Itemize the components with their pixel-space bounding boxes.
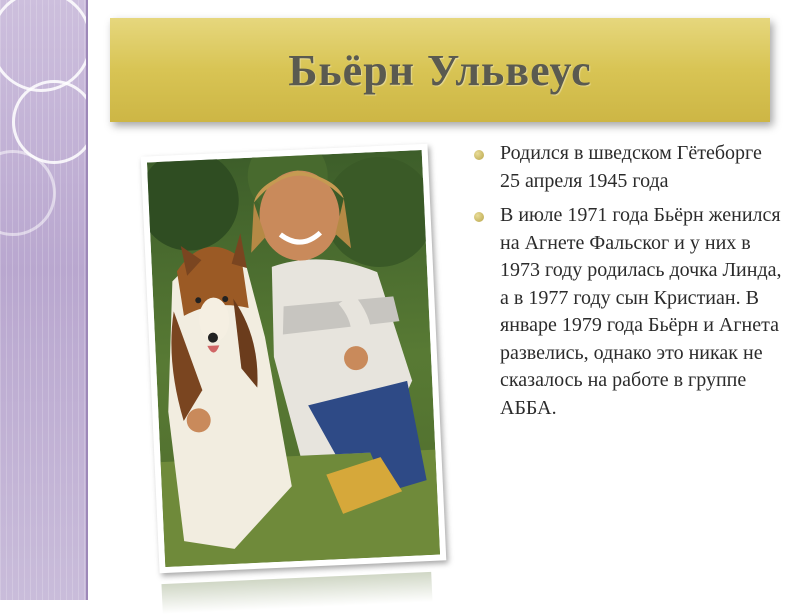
decorative-side-strip <box>0 0 88 600</box>
bullet-list <box>472 140 782 422</box>
bullet-item <box>472 140 782 195</box>
photo-man-with-collie <box>141 144 447 574</box>
slide-title: Бьёрн Ульвеус <box>288 45 592 95</box>
photo-frame <box>140 140 440 570</box>
bullet-dot-icon <box>474 212 484 222</box>
bullet-text: В июле 1971 года Бьёрн женился на Агнете Фальског и у них в 1973 году родилась дочка Линда, а в 1977 году сын Кристиан. В январе 1979 года Бьёрн и Агнета развелись, однако это никак не сказалось на работе в группе АББА. <box>500 204 782 419</box>
title-banner <box>110 18 770 122</box>
bullet-dot-icon <box>474 150 484 160</box>
bullet-text: Родился в шведском Гётеборге 25 апреля 1945 года <box>500 142 762 192</box>
decorative-ring <box>0 0 88 92</box>
bullet-item <box>472 202 782 422</box>
bullet-content <box>472 140 782 429</box>
